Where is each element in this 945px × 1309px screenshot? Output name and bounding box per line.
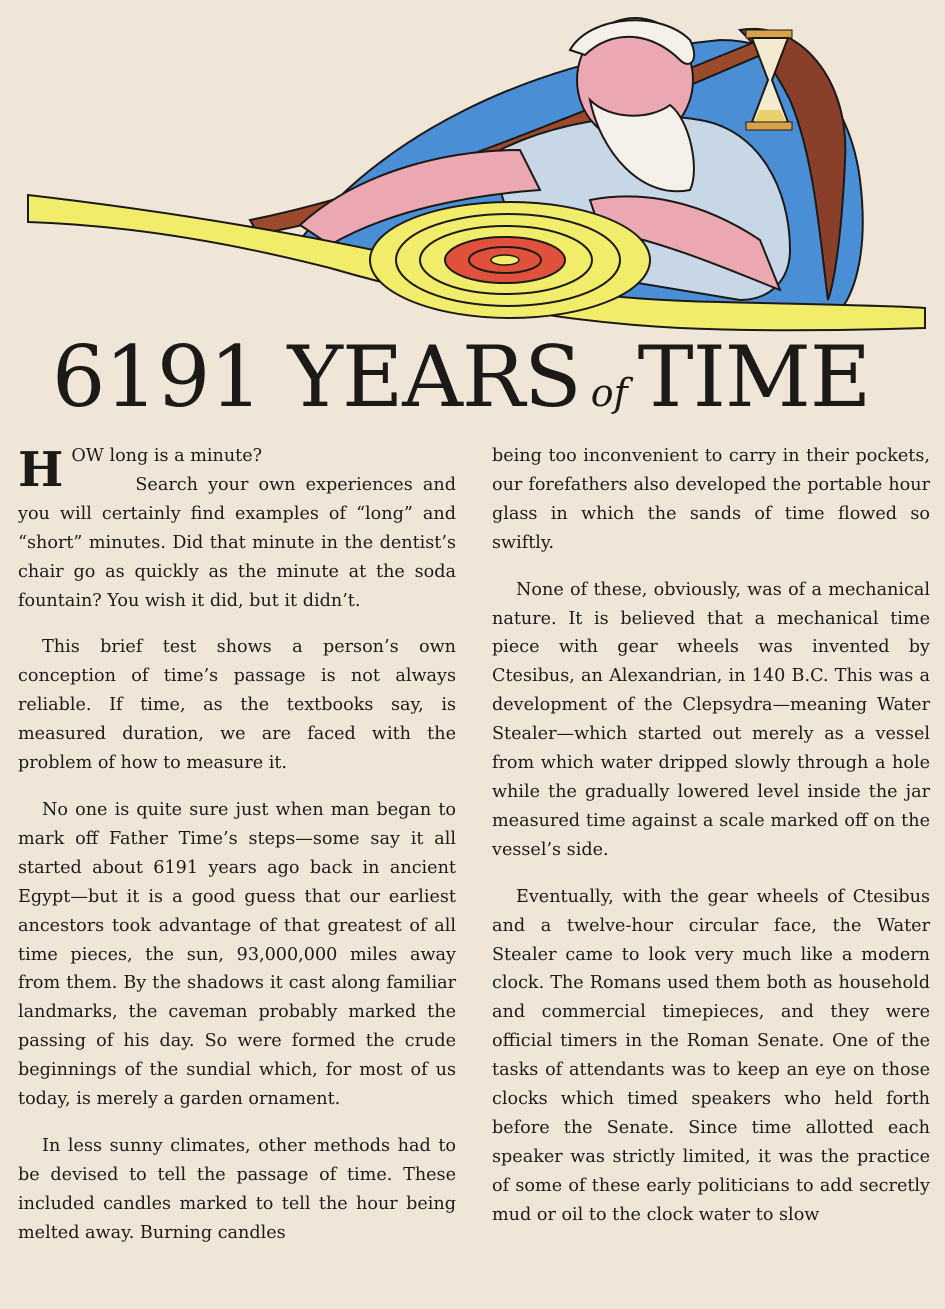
father-time-illustration bbox=[0, 0, 945, 340]
paragraph-text: Search your own experiences and you will certainly find examples of “long” and “short” minutes. Did that minute in the dentist’s chair go as quickly as the minute at the soda fountain? You wish it did, but it didn’t. bbox=[18, 474, 456, 611]
paragraph: No one is quite sure just when man began to mark off Father Time’s steps—some say it all started about 6191 years ago back in ancient Egypt—but it is a good guess that our earliest ancestors took advantage of that greatest of all time pieces, the sun, 93,000,000 miles away from them. By the shadows it cast along familiar landmarks, the caveman probably marked the passing of his day. So were formed the crude beginnings of the sundial which, for most of us today, is merely a garden ornament. bbox=[18, 799, 456, 1110]
paragraph-opening bbox=[18, 442, 456, 615]
paragraph: This brief test shows a person’s own conception of time’s passage is not always reliable. If time, as the textbooks say, is measured duration, we are faced with the problem of how to measure it. bbox=[18, 637, 456, 774]
paragraph: In less sunny climates, other methods had to be devised to tell the passage of time. These included candles marked to tell the hour being melted away. Burning candles bbox=[18, 1135, 456, 1243]
paragraph: being too inconvenient to carry in their pockets, our forefathers also developed the portable hour glass in which the sands of time flowed so swiftly. bbox=[492, 446, 930, 553]
left-column bbox=[18, 442, 456, 1266]
title-time: TIME bbox=[637, 328, 871, 426]
right-column bbox=[492, 442, 930, 1248]
title-number: 6191 bbox=[52, 328, 262, 426]
title-years: YEARS bbox=[287, 328, 581, 426]
drop-cap: H bbox=[18, 442, 64, 498]
article-title bbox=[52, 322, 912, 432]
paragraph: Eventually, with the gear wheels of Ctesibus and a twelve-hour circular face, the Water Stealer came to look very much like a modern clock. The Romans used them both as household and commercial timepieces, and they were official timers in the Roman Senate. One of the tasks of attendants was to keep an eye on those clocks which timed speakers who held forth before the Senate. Since time allotted each speaker was strictly limited, it was the practice of some of these early politicians to add secretly mud or oil to the clock water to slow bbox=[492, 886, 930, 1225]
paragraph: None of these, obviously, was of a mechanical nature. It is believed that a mechanical time piece with gear wheels was invented by Ctesibus, an Alexandrian, in 140 B.C. This was a development of the Clepsydra—meaning Water Stealer—which started out merely as a vessel from which water dripped slowly through a hole while the gradually lowered level inside the jar measured time against a scale marked off on the vessel’s side. bbox=[492, 579, 930, 860]
paragraph-text: OW long is a minute? bbox=[71, 446, 263, 466]
title-of: of bbox=[590, 371, 628, 415]
time-spiral bbox=[370, 202, 650, 318]
